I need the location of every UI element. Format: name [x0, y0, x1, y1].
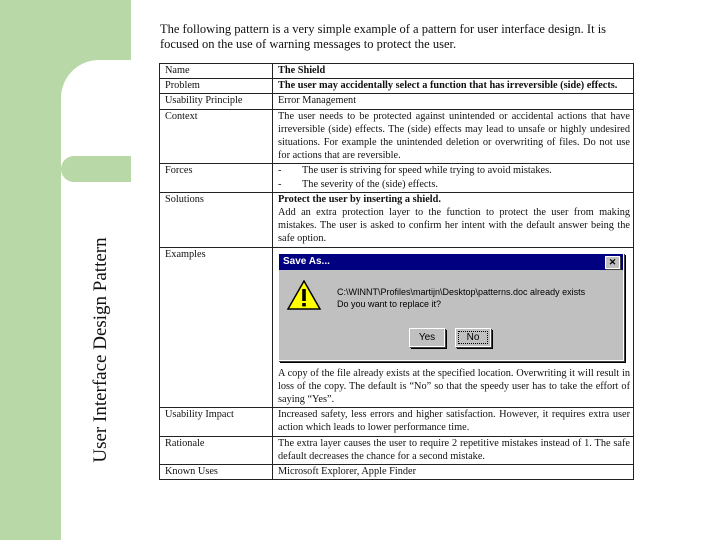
list-item: - The severity of the (side) effects.: [278, 178, 438, 190]
table-row: [160, 109, 634, 164]
solutions-text: Add an extra protection layer to the function to protect the user from making mistakes. The user is asked to confirm her intent with the default answer being the safe option.: [278, 207, 630, 245]
table-row: [160, 64, 634, 79]
table-row: [160, 94, 634, 109]
intro-text: The following pattern is a very simple example of a pattern for user interface design. It is focused on the use of warning messages to protect the user.: [160, 22, 607, 51]
table-row: [160, 79, 634, 94]
row-label: Solutions: [160, 192, 273, 247]
list-item: - The user is striving for speed while trying to avoid mistakes.: [278, 165, 552, 177]
row-label: Examples: [160, 247, 273, 408]
table-row: [160, 192, 634, 247]
row-label: Context: [160, 109, 273, 164]
known-uses-text: Microsoft Explorer, Apple Finder: [273, 465, 634, 480]
yes-button[interactable]: Yes: [409, 328, 445, 347]
rationale-text: The extra layer causes the user to require 2 repetitive mistakes instead of 1. The safe default decreases the chance for a second mistake.: [273, 436, 634, 464]
pattern-table: [159, 63, 634, 480]
row-label: Usability Impact: [160, 408, 273, 436]
dialog-titlebar: [279, 254, 623, 270]
table-row: [160, 247, 634, 408]
usability-principle-text: Error Management: [273, 94, 634, 109]
row-label: Usability Principle: [160, 94, 273, 109]
problem-text: The user may accidentally select a function that has irreversible (side) effects.: [273, 79, 634, 94]
forces-list: [273, 164, 634, 192]
examples-cell: [273, 247, 634, 408]
solutions-heading: Protect the user by inserting a shield.: [278, 193, 441, 205]
table-row: [160, 465, 634, 480]
slide-title: User Interface Design Pattern: [90, 237, 111, 463]
table-row: [160, 408, 634, 436]
no-button[interactable]: No: [455, 328, 491, 347]
table-row: [160, 164, 634, 192]
row-label: Rationale: [160, 436, 273, 464]
table-row: [160, 436, 634, 464]
context-text: The user needs to be protected against unintended or accidental actions that have irreversible (side) effects. The (side) effects may lead to unsafe or highly undesired situations. For example the unintended deletion or overwriting of files. Do not use for actions that are reversible.: [273, 109, 634, 164]
examples-text: A copy of the file already exists at the specified location. Overwriting it will result in loss of the copy. The default is “No” so that the speedy user has to take the effort of saying “Yes”.: [278, 367, 630, 406]
solutions-cell: [273, 192, 634, 247]
dialog-title: Save As...: [283, 255, 330, 267]
dialog-message: C:\WINNT\Profiles\martijn\Desktop\patterns.doc already exists Do you want to replace it?: [337, 286, 586, 309]
save-as-dialog: [278, 253, 624, 361]
close-icon[interactable]: ✕: [605, 256, 620, 269]
row-label: Forces: [160, 164, 273, 192]
pattern-name: The Shield: [273, 64, 634, 79]
sidebar-tab: [61, 156, 131, 182]
warning-icon: [287, 280, 321, 310]
row-label: Problem: [160, 79, 273, 94]
row-label: Name: [160, 64, 273, 79]
usability-impact-text: Increased safety, less errors and higher satisfaction. However, it requires extra user action which leads to lower performance time.: [273, 408, 634, 436]
row-label: Known Uses: [160, 465, 273, 480]
